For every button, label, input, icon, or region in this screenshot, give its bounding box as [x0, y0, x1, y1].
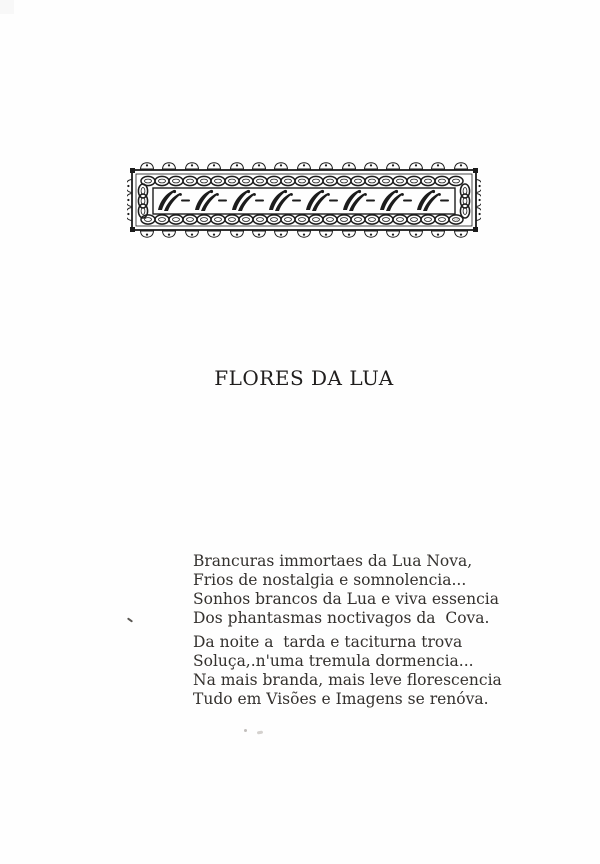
- poem-line: Da noite a tarda e taciturna trova: [193, 633, 463, 651]
- poem-line: Sonhos brancos da Lua e viva essencia: [193, 590, 499, 608]
- poem-line: Brancuras immortaes da Lua Nova,: [193, 552, 473, 570]
- stanza-2: [193, 633, 502, 709]
- poem-line: Soluça,.n'uma tremula dormencia...: [193, 652, 474, 670]
- poem: [193, 552, 502, 709]
- poem-line: Frios de nostalgia e somnolencia...: [193, 571, 467, 589]
- poem-line: Tudo em Visões e Imagens se renóva.: [193, 690, 489, 708]
- ornamental-header-band: [127, 162, 481, 238]
- stanza-1: [193, 552, 502, 628]
- scan-speck: [127, 617, 133, 622]
- poem-line: Dos phantasmas noctivagos da Cova.: [193, 609, 490, 627]
- page-title: FLORES DA LUA: [214, 366, 394, 390]
- poem-line: Na mais branda, mais leve florescencia: [193, 671, 502, 689]
- scan-corner-shade: [0, 0, 14, 14]
- printer-mark: ir: [454, 217, 459, 224]
- scan-speck: [244, 729, 247, 732]
- scan-speck: [257, 731, 263, 735]
